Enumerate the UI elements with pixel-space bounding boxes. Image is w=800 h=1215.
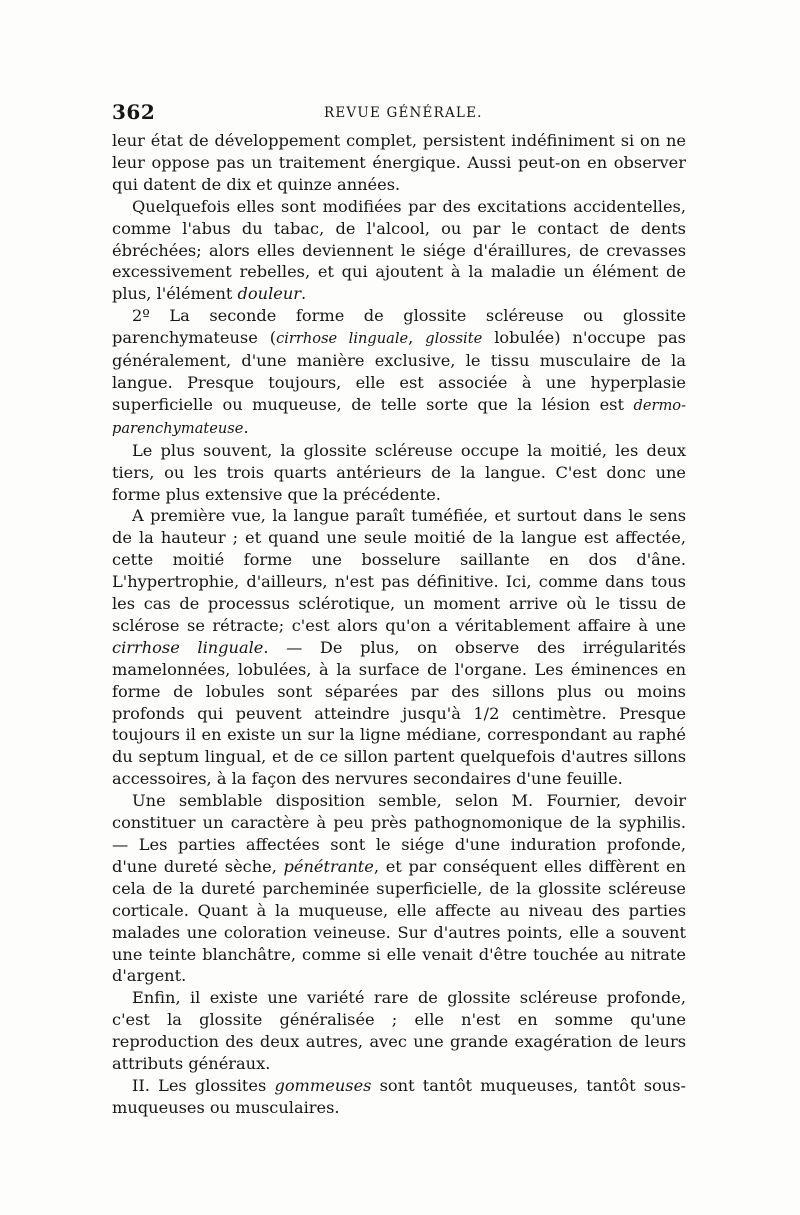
italic-term-gommeuses: gommeuses [274, 1075, 372, 1095]
italic-term-douleur: douleur [237, 284, 302, 304]
italic-term-dermo-parenchymateuse: dermo-parenchymateuse [112, 396, 686, 437]
paragraph-3 [112, 305, 686, 439]
body-text [112, 130, 686, 1119]
paragraph-text: , et par conséquent elles diffèrent en cela de la dureté parcheminée superficielle, de la glossite scléreuse corticale. Quant à la muqueuse, elle affecte au niveau des parties malades une coloration veineuse. Sur d'autres points, elle a souvent une teinte blanchâtre, comme si elle venait d'être touchée au nitrate d'argent. [112, 856, 686, 986]
italic-term-cirrhose-linguale: cirrhose linguale [112, 637, 264, 657]
paragraph-text: Le plus souvent, la glossite scléreuse occupe la moitié, les deux tiers, ou les trois quarts antérieurs de la langue. C'est donc une forme plus extensive que la précédente. [112, 440, 686, 504]
paragraph-text: 2º La seconde forme de glossite scléreuse ou glossite parenchymateuse ( [112, 306, 686, 348]
italic-term-glossite: glossite [425, 330, 483, 348]
paragraph-text: lobulée) n'occupe pas généralement, d'une manière exclusive, le tissu musculaire de la langue. Presque toujours, elle est associée à une hyperplasie superficielle ou muqueuse, de telle sorte que la lésion est [112, 328, 686, 414]
paragraph-5 [112, 505, 686, 790]
paragraph-text: II. Les glossites [132, 1075, 275, 1095]
paragraph-text: Enfin, il existe une variété rare de glossite scléreuse profonde, c'est la glossite généralisée ; elle n'est en somme qu'une reproduction des deux autres, avec une grande exagération de leurs attributs généraux. [112, 988, 686, 1074]
paragraph-4 [112, 440, 686, 506]
paragraph-1 [112, 130, 686, 196]
paragraph-text: Quelquefois elles sont modifiées par des excitations accidentelles, comme l'abus du tabac, de l'alcool, ou par le contact de dents ébréchées; alors elles deviennent le siége d'éraillures, de crevasses excessivement rebelles, et qui ajoutent à la maladie un élément de plus, l'élément [112, 196, 686, 304]
paragraph-text: . [243, 417, 249, 437]
page-number: 362 [112, 100, 156, 124]
paragraph-6 [112, 790, 686, 987]
paragraph-8 [112, 1075, 686, 1119]
paragraph-text: . [301, 284, 307, 304]
paragraph-text: leur état de développement complet, persistent indéfiniment si on ne leur oppose pas un traitement énergique. Aussi peut-on en observer qui datent de dix et quinze années. [112, 131, 686, 194]
paragraph-text: sont tantôt muqueuses, tantôt sous-muqueuses ou musculaires. [112, 1075, 686, 1117]
paragraph-text: A première vue, la langue paraît tuméfiée, et surtout dans le sens de la hauteur ; et quand une seule moitié de la langue est affectée, cette moitié forme une bosselure saillante en dos d'âne. L'hypertrophie, d'ailleurs, n'est pas définitive. Ici, comme dans tous les cas de processus sclérotique, un moment arrive où le tissu de sclérose se rétracte; c'est alors qu'on a véritablement affaire à une [112, 506, 686, 635]
running-head [112, 100, 686, 128]
paragraph-text: , [408, 328, 426, 348]
italic-term-penetrante: pénétrante [283, 856, 374, 876]
paragraph-text: Une semblable disposition semble, selon M. Fournier, devoir constituer un caractère à peu près pathognomonique de la syphilis. — Les parties affectées sont le siége d'une induration profonde, d'une dureté sèche, [112, 791, 686, 876]
italic-term-cirrhose-linguale: cirrhose linguale [276, 330, 409, 348]
paragraph-2 [112, 196, 686, 306]
paragraph-text: . — De plus, on observe des irrégularités mamelonnées, lobulées, à la surface de l'organe. Les éminences en forme de lobules sont séparées par des sillons plus ou moins profonds qui peuvent atteindre jusqu'à 1/2 centimètre. Presque toujours il en existe un sur la ligne médiane, correspondant au raphé du septum lingual, et de ce sillon partent quelquefois d'autres sillons accessoires, à la façon des nervures secondaires d'une feuille. [112, 637, 686, 789]
paragraph-7 [112, 987, 686, 1075]
journal-title: REVUE GÉNÉRALE. [324, 105, 483, 121]
